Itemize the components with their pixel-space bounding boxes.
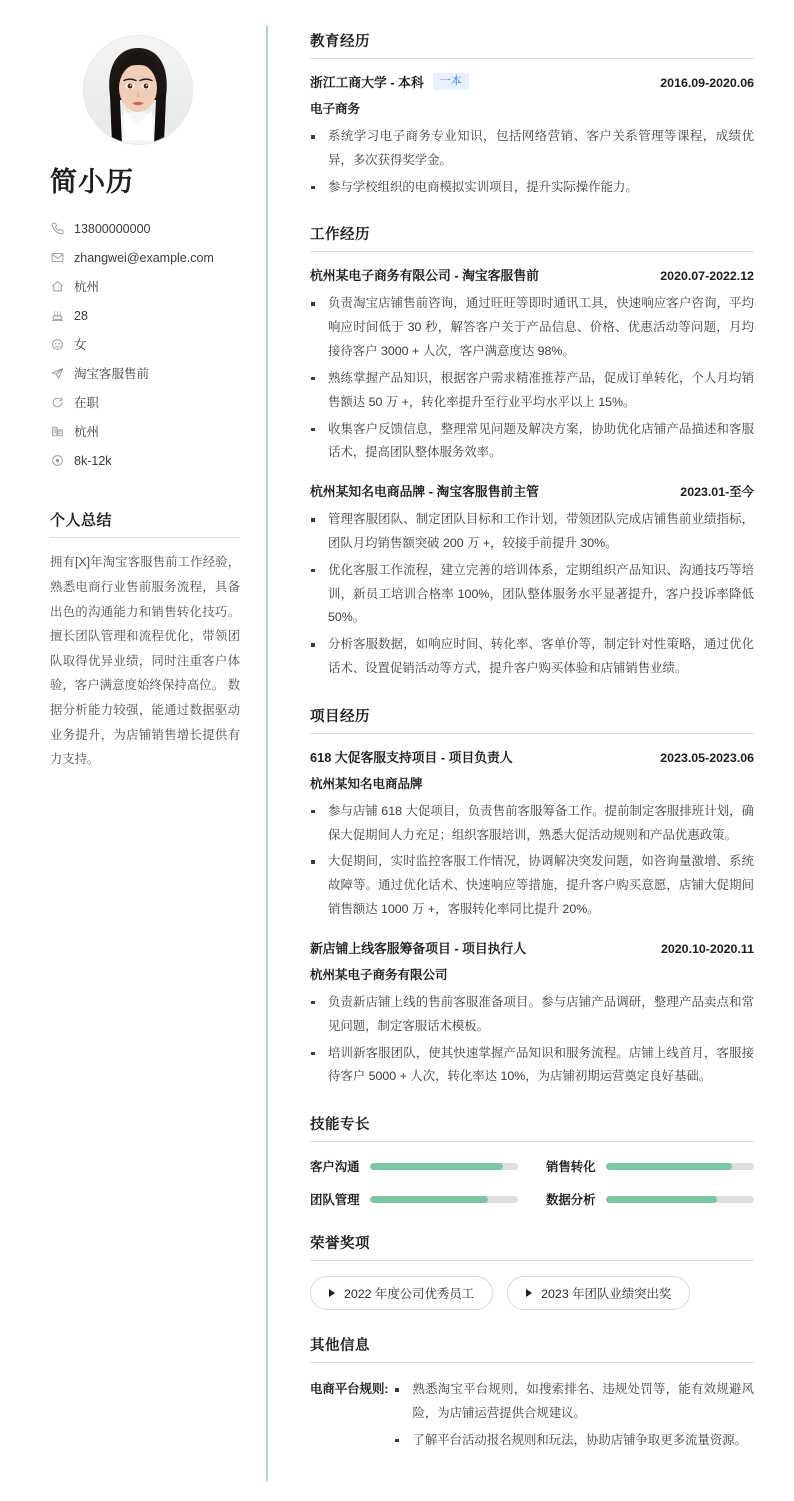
list-item: 负责新店铺上线的售前客服准备项目。参与店铺产品调研，整理产品卖点和常见问题，制定客服话术模板。	[310, 991, 754, 1039]
skill-progress-fill	[606, 1163, 732, 1170]
list-item: 收集客户反馈信息，整理常见问题及解决方案，协助优化店铺产品描述和客服话术，提高团队整体服务效率。	[310, 418, 754, 466]
skills-grid	[310, 1155, 754, 1208]
skill-item	[546, 1157, 754, 1175]
entry-date: 2023.01-至今	[680, 485, 754, 500]
contact-value: 女	[74, 337, 87, 352]
contact-value: 杭州	[74, 279, 100, 294]
avatar-portrait-icon	[84, 36, 192, 144]
list-item: 系统学习电子商务专业知识，包括网络营销、客户关系管理等课程，成绩优异，多次获得奖学金。	[310, 125, 754, 173]
projects-section	[310, 705, 754, 1089]
entry-title-wrap	[310, 265, 648, 284]
school-and-degree: 浙江工商大学 - 本科	[310, 75, 424, 90]
list-item: 大促期间，实时监控客服工作情况，协调解决突发问题，如咨询量激增、系统故障等。通过优化话术、快速响应等措施，提升客户购买意愿，店铺大促期间销售额达 1000 万 +，客服转化率同比提升 20%。	[310, 850, 754, 921]
education-section	[310, 30, 754, 199]
skill-label: 团队管理	[310, 1193, 360, 1208]
section-title-other: 其他信息	[310, 1334, 754, 1363]
section-title-honors: 荣誉奖项	[310, 1232, 754, 1261]
skill-label: 数据分析	[546, 1193, 596, 1208]
work-section	[310, 223, 754, 680]
bullet-list	[310, 991, 754, 1089]
play-triangle-icon	[526, 1289, 532, 1297]
bullet-list	[310, 125, 754, 199]
entry-header	[310, 938, 754, 957]
section-title-skills: 技能专长	[310, 1113, 754, 1142]
other-info-row	[310, 1376, 754, 1452]
project-and-role: 新店铺上线客服筹备项目 - 项目执行人	[310, 940, 527, 956]
entry-header	[310, 72, 754, 91]
bullet-list	[310, 508, 754, 681]
list-item: 了解平台活动报名规则和玩法，协助店铺争取更多流量资源。	[394, 1429, 754, 1453]
entry-subtitle: 杭州某知名电商品牌	[310, 776, 423, 791]
sidebar	[0, 0, 268, 1501]
contact-value: 28	[74, 308, 88, 323]
entry-header	[310, 747, 754, 766]
summary-text: 拥有[X]年淘宝客服售前工作经验，熟悉电商行业售前服务流程，具备出色的沟通能力和销售转化技巧。 擅长团队管理和流程优化，带领团队取得优异业绩，同时注重客户体验，客户满意度始终保持高位。 数据分析能力较强，能通过数据驱动业务提升，为店铺销售增长提供有力支持。	[50, 555, 240, 767]
entry-title-wrap	[310, 747, 648, 766]
home-icon	[50, 280, 64, 294]
summary-section	[50, 509, 240, 771]
work-entry	[310, 481, 754, 681]
contact-item-work-city	[50, 417, 240, 446]
entry-date: 2020.07-2022.12	[660, 269, 754, 284]
entry-header	[310, 265, 754, 284]
main-content	[268, 0, 794, 1501]
skill-item	[310, 1190, 518, 1208]
project-entry	[310, 747, 754, 922]
contact-item-phone	[50, 214, 240, 243]
skill-progress-fill	[370, 1163, 504, 1170]
list-item: 负责淘宝店铺售前咨询，通过旺旺等即时通讯工具，快速响应客户咨询，平均响应时间低于 30 秒，解答客户关于产品信息、价格、优惠活动等问题，月均接待客户 3000 + 人次，客户满意度达 98%。	[310, 292, 754, 363]
status-badge: 一本	[433, 73, 469, 91]
list-item: 参与学校组织的电商模拟实训项目，提升实际操作能力。	[310, 176, 754, 200]
list-item: 熟悉淘宝平台规则，如搜索排名、违规处罚等，能有效规避风险，为店铺运营提供合规建议。	[394, 1378, 754, 1426]
phone-icon	[50, 222, 64, 236]
honors-section	[310, 1232, 754, 1310]
education-entry	[310, 72, 754, 199]
company-and-role: 杭州某电子商务有限公司 - 淘宝客服售前	[310, 268, 539, 284]
skill-progress-track	[370, 1163, 518, 1170]
section-title-projects: 项目经历	[310, 705, 754, 734]
contact-value: 杭州	[74, 424, 100, 439]
skill-label: 销售转化	[546, 1160, 596, 1175]
entry-date: 2020.10-2020.11	[660, 941, 754, 956]
contact-item-hometown	[50, 272, 240, 301]
entry-date: 2023.05-2023.06	[660, 750, 754, 765]
entry-date: 2016.09-2020.06	[660, 76, 754, 90]
contact-value: 8k-12k	[74, 453, 112, 468]
building-icon	[50, 425, 64, 439]
honor-label: 2023 年团队业绩突出奖	[541, 1287, 672, 1302]
skill-item	[310, 1157, 518, 1175]
list-item: 参与店铺 618 大促项目，负责售前客服筹备工作。提前制定客服排班计划，确保大促期间人力充足；组织客服培训，熟悉大促活动规则和产品优惠政策。	[310, 800, 754, 848]
skill-progress-track	[606, 1163, 754, 1170]
bullet-list	[310, 292, 754, 465]
list-item: 熟练掌握产品知识，根据客户需求精准推荐产品，促成订单转化，个人月均销售额达 50 万 +，转化率提升至行业平均水平以上 15%。	[310, 367, 754, 415]
list-item: 管理客服团队、制定团队目标和工作计划，带领团队完成店铺售前业绩指标，团队月均销售额突破 200 万 +，较接手前提升 30%。	[310, 508, 754, 556]
honor-chip[interactable]	[310, 1276, 493, 1310]
avatar	[84, 36, 192, 144]
play-triangle-icon	[329, 1289, 335, 1297]
contact-value: 在职	[74, 395, 100, 410]
honor-chip[interactable]	[507, 1276, 690, 1310]
contact-item-status	[50, 388, 240, 417]
skills-section	[310, 1113, 754, 1208]
contact-item-gender	[50, 330, 240, 359]
summary-title: 个人总结	[50, 509, 240, 538]
gender-icon	[50, 338, 64, 352]
cake-icon	[50, 309, 64, 323]
list-item: 培训新客服团队，使其快速掌握产品知识和服务流程。店铺上线首月，客服接待客户 5000 + 人次，转化率达 10%，为店铺初期运营奠定良好基础。	[310, 1042, 754, 1090]
contact-value: 淘宝客服售前	[74, 366, 150, 381]
entry-title-wrap	[310, 72, 648, 91]
contact-item-salary	[50, 446, 240, 475]
skill-progress-track	[370, 1196, 518, 1203]
entry-header	[310, 481, 754, 500]
person-name: 简小历	[50, 167, 134, 197]
paper-plane-icon	[50, 367, 64, 381]
work-entry	[310, 265, 754, 465]
contact-value: 13800000000	[74, 221, 151, 236]
contact-item-age	[50, 301, 240, 330]
other-info-label: 电商平台规则:	[310, 1382, 389, 1397]
envelope-icon	[50, 251, 64, 265]
contact-list	[50, 214, 240, 475]
avatar-wrapper	[36, 36, 240, 144]
other-info-section	[310, 1334, 754, 1452]
skill-item	[546, 1190, 754, 1208]
project-entry	[310, 938, 754, 1089]
entry-title-wrap	[310, 481, 668, 500]
contact-item-email	[50, 243, 240, 272]
entry-subtitle: 杭州某电子商务有限公司	[310, 967, 448, 982]
honors-list	[310, 1274, 754, 1310]
entry-title-wrap	[310, 938, 649, 957]
contact-item-position	[50, 359, 240, 388]
contact-value: zhangwei@example.com	[74, 250, 214, 265]
bullet-list	[310, 800, 754, 922]
entry-subtitle: 电子商务	[310, 102, 361, 116]
skill-progress-track	[606, 1196, 754, 1203]
list-item: 分析客服数据，如响应时间、转化率、客单价等，制定针对性策略，通过优化话术、设置促销活动等方式，提升客户购买体验和店铺销售业绩。	[310, 633, 754, 681]
skill-progress-fill	[606, 1196, 717, 1203]
section-title-education: 教育经历	[310, 30, 754, 59]
target-icon	[50, 454, 64, 468]
refresh-icon	[50, 396, 64, 410]
company-and-role: 杭州某知名电商品牌 - 淘宝客服售前主管	[310, 484, 539, 500]
list-item: 优化客服工作流程，建立完善的培训体系，定期组织产品知识、沟通技巧等培训，新员工培训合格率 100%，团队整体服务水平显著提升，客户投诉率降低 50%。	[310, 559, 754, 630]
section-title-work: 工作经历	[310, 223, 754, 252]
honor-label: 2022 年度公司优秀员工	[344, 1287, 475, 1302]
skill-progress-fill	[370, 1196, 489, 1203]
bullet-list	[394, 1378, 754, 1452]
skill-label: 客户沟通	[310, 1160, 360, 1175]
project-and-role: 618 大促客服支持项目 - 项目负责人	[310, 749, 513, 765]
